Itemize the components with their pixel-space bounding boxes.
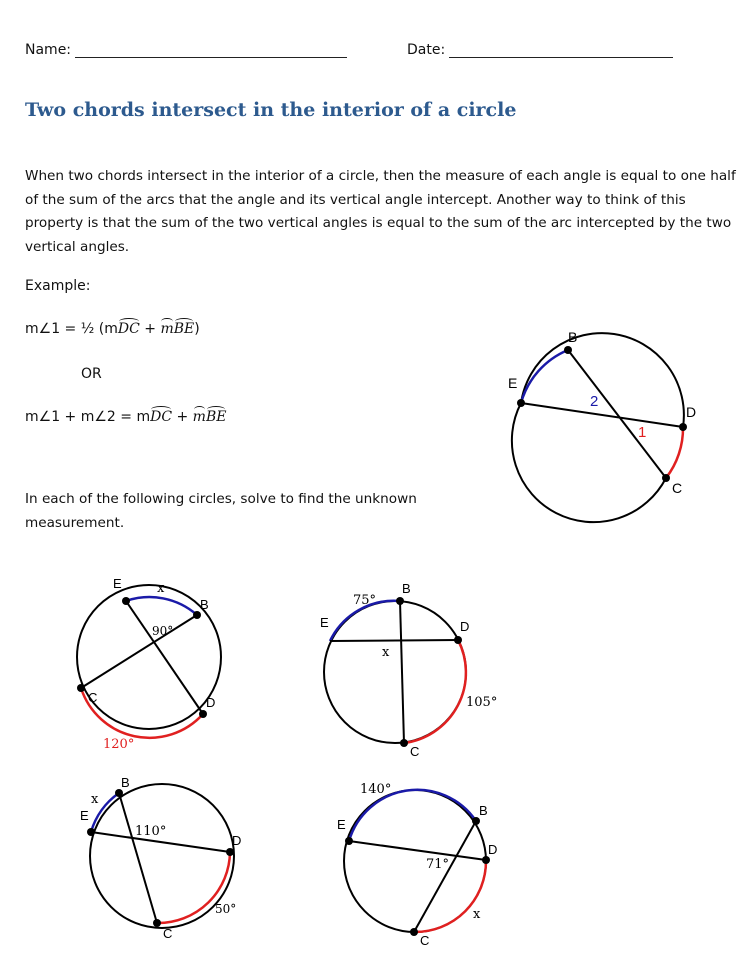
figure-label: x <box>382 645 390 660</box>
figure-label: x <box>473 907 481 922</box>
figure-label: B <box>479 803 488 818</box>
figure-label: D <box>232 833 242 848</box>
formula-2: m∠1 + m∠2 = mDC + mBE <box>25 409 227 425</box>
figure-label: C <box>420 933 430 948</box>
figure-label: x <box>157 581 165 596</box>
label-e: E <box>508 375 518 391</box>
page-title: Two chords intersect in the interior of a circle <box>25 99 517 121</box>
figure-label: E <box>80 808 89 823</box>
problem-2-circle <box>320 581 497 759</box>
figure-label: 71° <box>426 857 450 872</box>
example-circle <box>508 329 696 522</box>
angle-2-label: 2 <box>590 393 599 410</box>
or-label: OR <box>81 366 102 382</box>
figure-label: 110° <box>135 824 167 839</box>
arc-dc: DC <box>117 321 140 337</box>
figure-label: B <box>402 581 411 596</box>
label-b: B <box>568 329 578 345</box>
problem-4-circle <box>337 782 497 948</box>
figure-label: 105° <box>466 695 498 710</box>
figure-label: D <box>460 619 470 634</box>
figure-label: 90° <box>152 624 174 638</box>
figure-label: x <box>91 792 99 807</box>
figure-label: D <box>206 695 216 710</box>
date-label: Date: <box>407 42 446 58</box>
name-label: Name: <box>25 42 72 58</box>
figure-label: B <box>121 775 130 790</box>
formula-1: m∠1 = ½ (mDC + mBE) <box>25 321 200 337</box>
figure-label: C <box>163 926 173 941</box>
figure-label: C <box>410 744 420 759</box>
figure-label: C <box>88 690 98 705</box>
label-c: C <box>672 480 683 496</box>
figure-label: D <box>488 842 498 857</box>
figure-label: E <box>320 615 329 630</box>
figure-label: B <box>200 597 209 612</box>
label-d: D <box>686 404 697 420</box>
figure-label: 75° <box>353 593 377 608</box>
figure-label: E <box>113 576 122 591</box>
figure-label: 140° <box>360 782 392 797</box>
instructions: In each of the following circles, solve to find the unknown measurement. <box>25 491 417 531</box>
example-label: Example: <box>25 278 91 294</box>
angle-1-label: 1 <box>638 424 647 441</box>
arc-be: BE <box>173 321 195 337</box>
figure-label: 50° <box>215 902 237 916</box>
problem-1-circle <box>77 576 221 752</box>
figure-label: 120° <box>103 737 135 752</box>
intro-paragraph: When two chords intersect in the interior of a circle, then the measure of each angle is equal to one half of the sum of the arcs that the angle and its vertical angle intercept. Another way to think of this property is that the sum of the two vertical angles is equal to the sum of the arc intercepted by the two vertical angles. <box>25 168 736 255</box>
figure-label: E <box>337 817 346 832</box>
problem-3-circle <box>80 775 241 941</box>
